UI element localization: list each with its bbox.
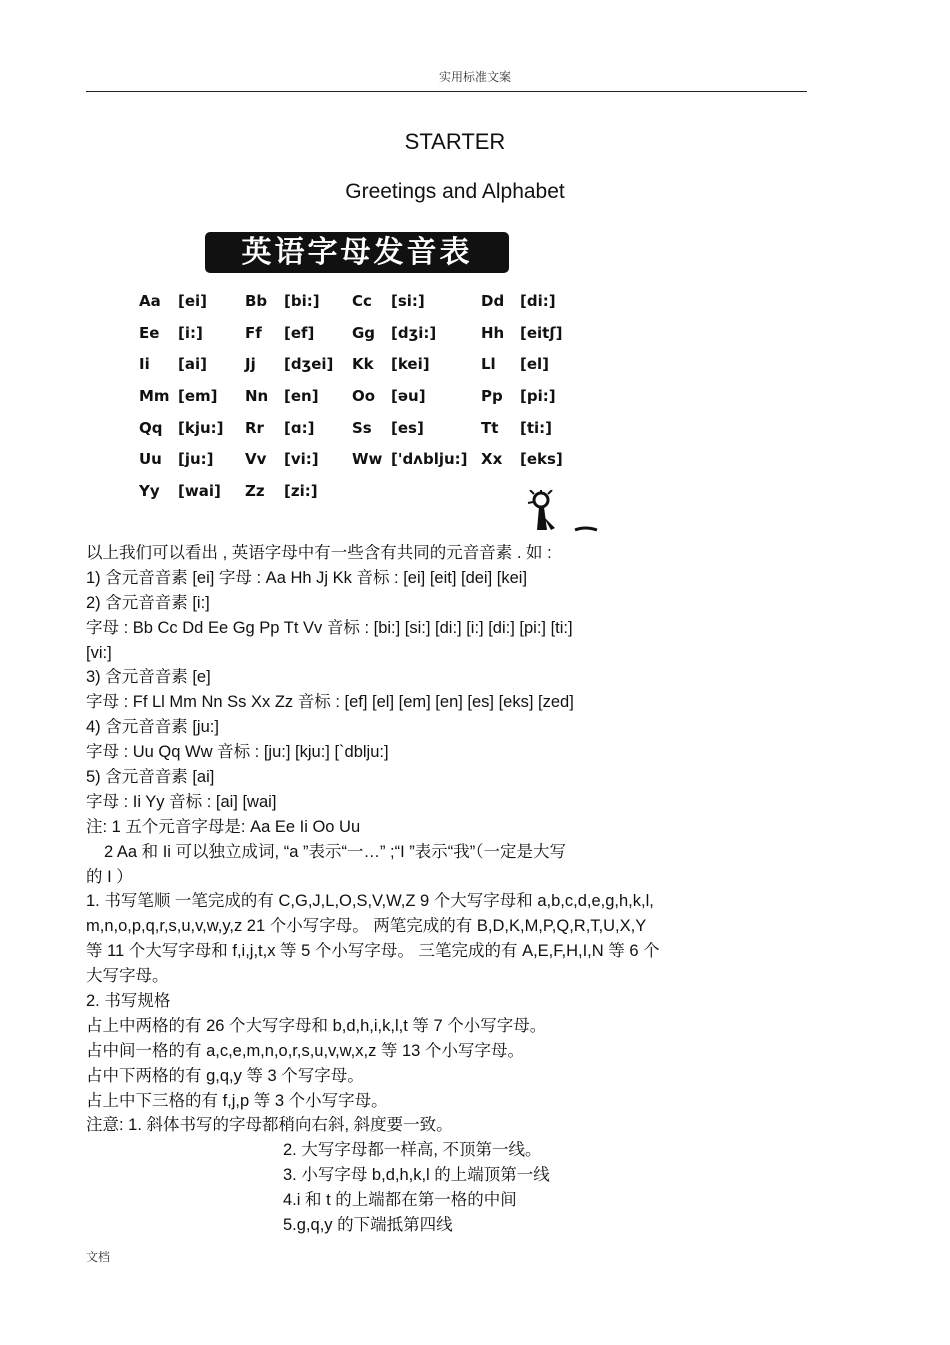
text-line: 2. 大写字母都一样高, 不顶第一线。	[283, 1141, 542, 1160]
letter-pair: Cc	[352, 292, 372, 310]
phonetic-symbol: ['dʌblju:]	[391, 450, 468, 469]
letter-pair: Ee	[139, 323, 160, 342]
text-line: 1. 书写笔顺 一笔完成的有 C,G,J,L,O,S,V,W,Z 9 个大写字母和 a,b,c,d,e,g,h,k,l,	[86, 892, 654, 911]
text-line: 1) 含元音音素 [ei] 字母 : Aa Hh Jj Kk 音标 : [ei] [eit] [dei] [kei]	[86, 568, 528, 587]
phonetic-symbol: [si:]	[391, 292, 425, 310]
text-line: 占中下两格的有 g,q,y 等 3 个写字母。	[86, 1066, 364, 1085]
phonetic-symbol: [en]	[284, 387, 319, 406]
text-line: 的 I ）	[86, 867, 133, 886]
letter-pair: Uu	[139, 450, 162, 469]
letter-pair: Kk	[352, 355, 374, 374]
phonetic-symbol: [ju:]	[178, 450, 214, 469]
text-line: 占中间一格的有 a,c,e,m,n,o,r,s,u,v,w,x,z 等 13 个小写字母。	[86, 1041, 524, 1060]
body-text	[86, 541, 816, 1238]
text-line: 字母 : Uu Qq Ww 音标 : [ju:] [kju:] [`dblju:]	[86, 743, 389, 762]
text-line: 占上中两格的有 26 个大写字母和 b,d,h,i,k,l,t 等 7 个小写字母。	[86, 1016, 547, 1035]
letter-pair: Gg	[352, 323, 376, 342]
text-line: 5.g,q,y 的下端抵第四线	[283, 1216, 453, 1235]
phonetic-symbol: [el]	[520, 355, 550, 374]
letter-pair: Ll	[481, 355, 496, 374]
phonetic-symbol: [kju:]	[178, 418, 224, 437]
phonetic-symbol: [es]	[391, 418, 424, 437]
page-subtitle: Greetings and Alphabet	[345, 180, 565, 203]
text-line: m,n,o,p,q,r,s,u,v,w,y,z 21 个小写字母。 两笔完成的有 B,D,K,M,P,Q,R,T,U,X,Y	[86, 917, 647, 936]
text-line: 注: 1 五个元音字母是: Aa Ee Ii Oo Uu	[86, 817, 361, 836]
phonetic-symbol: [eks]	[520, 450, 563, 469]
letter-pair: Hh	[481, 323, 505, 342]
text-line: 字母 : Bb Cc Dd Ee Gg Pp Tt Vv 音标 : [bi:] [si:] [di:] [i:] [di:] [pi:] [ti:]	[86, 618, 573, 637]
letter-pair: Aa	[139, 292, 161, 310]
letter-pair: Jj	[245, 355, 256, 374]
text-line: 字母 : Ff Ll Mm Nn Ss Xx Zz 音标 : [ef] [el] [em] [en] [es] [eks] [zed]	[86, 693, 574, 712]
text-line: 3. 小写字母 b,d,h,k,l 的上端顶第一线	[283, 1166, 550, 1185]
text-line: 等 11 个大写字母和 f,i,j,t,x 等 5 个小写字母。 三笔完成的有 A,E,F,H,I,N 等 6 个	[86, 942, 660, 961]
page-title: STARTER	[404, 129, 506, 154]
page-footer: 文档	[86, 1250, 111, 1264]
text-line: 4.i 和 t 的上端都在第一格的中间	[283, 1191, 517, 1210]
phonetic-symbol: [ɑ:]	[284, 418, 315, 437]
phonetic-symbol: [i:]	[178, 323, 203, 342]
letter-pair: Mm	[139, 387, 170, 406]
alphabet-banner: 英语字母发音表	[205, 232, 509, 273]
text-line: 2 Aa 和 Ii 可以独立成词, “a ”表示“一…” ;“I ”表示“我”（一定是大写	[104, 842, 567, 861]
letter-pair: Bb	[245, 292, 268, 310]
header-rule	[86, 91, 807, 92]
letter-pair: Vv	[245, 450, 267, 469]
text-line: 2) 含元音音素 [i:]	[86, 593, 210, 612]
text-line: 字母 : Ii Yy 音标 : [ai] [wai]	[86, 792, 277, 811]
letter-pair: Oo	[352, 387, 376, 406]
letter-pair: Ww	[352, 450, 383, 469]
letter-pair: Ii	[139, 355, 150, 374]
phonetic-symbol: [dʒi:]	[391, 323, 437, 342]
phonetic-symbol: [ef]	[284, 323, 315, 342]
phonetic-symbol: [eitʃ]	[520, 323, 563, 342]
text-line: 4) 含元音音素 [ju:]	[86, 718, 219, 737]
phonetic-symbol: [ai]	[178, 355, 207, 374]
letter-pair: Qq	[139, 418, 163, 437]
phonetic-symbol: [dʒei]	[284, 355, 334, 374]
letter-pair: Ff	[245, 323, 262, 342]
text-line: 3) 含元音音素 [e]	[86, 668, 211, 687]
letter-pair: Tt	[481, 418, 499, 437]
cartoon-figure-icon	[525, 490, 605, 534]
letter-pair: Ss	[352, 418, 372, 437]
letter-pair: Nn	[245, 387, 269, 406]
letter-pair: Rr	[245, 418, 264, 437]
letter-pair: Xx	[481, 450, 503, 469]
phonetic-symbol: [kei]	[391, 355, 430, 374]
letter-pair: Yy	[139, 482, 160, 501]
text-line: 占上中下三格的有 f,j,p 等 3 个小写字母。	[86, 1091, 388, 1110]
letter-pair: Pp	[481, 387, 503, 406]
letter-pair: Zz	[245, 482, 265, 501]
phonetic-symbol: [di:]	[520, 292, 556, 310]
phonetic-symbol: [em]	[178, 387, 218, 406]
page-header: 实用标准文案	[438, 70, 511, 84]
text-line: 2. 书写规格	[86, 992, 171, 1011]
phonetic-symbol: [vi:]	[284, 450, 319, 469]
phonetic-symbol: [zi:]	[284, 482, 318, 501]
text-line: 5) 含元音音素 [ai]	[86, 768, 215, 787]
letter-pair: Dd	[481, 292, 505, 310]
phonetic-symbol: [əu]	[391, 387, 426, 406]
phonetic-symbol: [pi:]	[520, 387, 556, 406]
phonetic-symbol: [ti:]	[520, 418, 553, 437]
phonetic-symbol: [ei]	[178, 292, 208, 310]
phonetic-symbol: [bi:]	[284, 292, 320, 310]
text-line: 注意: 1. 斜体书写的字母都稍向右斜, 斜度要一致。	[86, 1116, 453, 1135]
text-line: 以上我们可以看出 , 英语字母中有一些含有共同的元音音素 . 如 :	[86, 544, 552, 562]
text-line: [vi:]	[86, 643, 112, 662]
text-line: 大写字母。	[86, 967, 169, 986]
phonetic-symbol: [wai]	[178, 482, 221, 501]
